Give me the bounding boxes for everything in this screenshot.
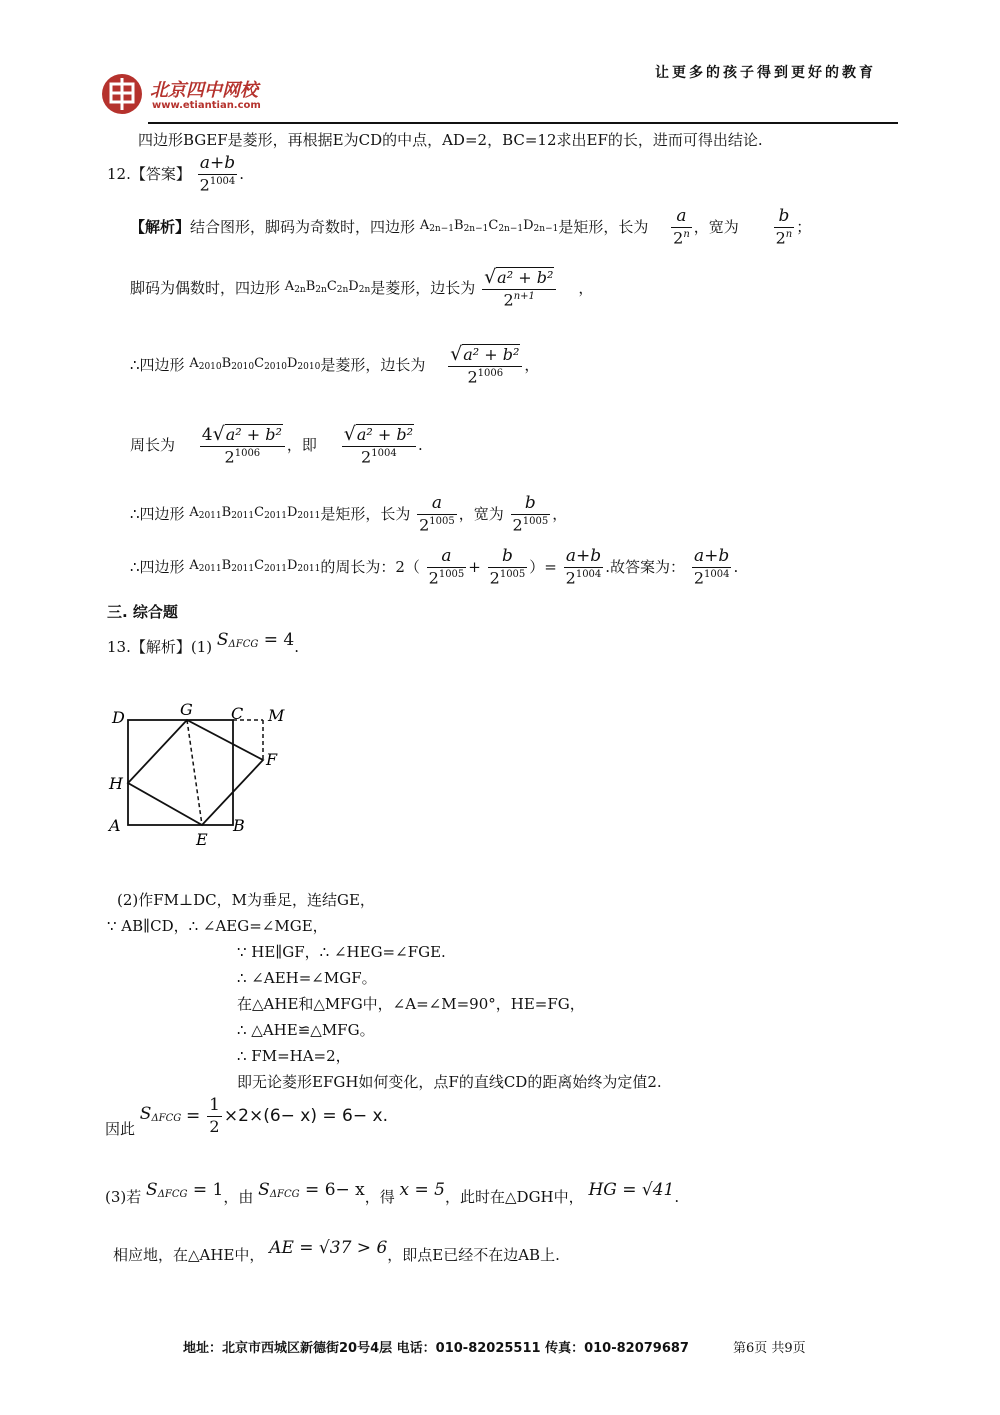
logo-url: www.etiantian.com (152, 100, 261, 111)
segment-ge (187, 720, 202, 825)
width-frac-2011: $\frac{b}{2^{1005}}$ (512, 493, 549, 535)
p2-line-5: 在△AHE和△MFG中，∠A=∠M=90°，HE=FG， (237, 995, 585, 1013)
logo-name: 北京四中网校 (150, 80, 258, 101)
side-frac-2010: $\frac{\text{√a² + b²}}{2^{1006}}$ (448, 345, 522, 385)
header-slogan: 让更多的孩子得到更好的教育 (655, 65, 876, 81)
p2-line-8: 即无论菱形EFGH如何变化，点F的直线CD的距离始终为定值2. (237, 1073, 662, 1091)
label-b: B (233, 816, 245, 835)
p2-line-7: ∴ FM=HA=2， (237, 1047, 351, 1065)
logo-seal-icon (100, 72, 144, 116)
footer-page: 第6页 共9页 (733, 1341, 806, 1356)
perim-frac-1: $\frac{\text{4√a² + b²}}{2^{1006}}$ (200, 425, 285, 465)
len-frac-odd: $\frac{a}{2^n}$ (673, 206, 690, 248)
text-line-1: 四边形BGEF是菱形，再根据E为CD的中点，AD=2，BC=12求出EF的长，进而可得出结论. (138, 131, 763, 149)
label-e: E (196, 830, 208, 849)
perimeter-line: 周长为 $\frac{\text{4√a² + b²}}{2^{1006}}$ ，即 $\frac{\text{√a² + b²}}{2^{1004}}$ . (130, 423, 423, 467)
footer-address: 地址：北京市西城区新德街20号4层 电话：010-82025511 传真：010-82079687 (183, 1341, 689, 1356)
r2011-line: ∴四边形 $A_{2011}B_{2011}C_{2011}D_{2011}$是矩形，长为 $\frac{a}{2^{1005}}$ ，宽为 $\frac{b}{2^{1005}}$ ， (130, 493, 568, 535)
label-g: G (180, 700, 193, 719)
perim-frac-2: $\frac{\text{√a² + b²}}{2^{1004}}$ (342, 425, 416, 465)
side-frac-even: $\frac{\text{√a² + b²}}{2^{n+1}}$ (482, 268, 556, 308)
p2-line-6: ∴ △AHE≌△MFG。 (237, 1021, 375, 1039)
school-logo (100, 72, 144, 120)
p2-line-9: 因此 $S_{\Delta FCG}$ = $\frac{1}{2}$ ×2×(6− x) = 6− x. (105, 1095, 388, 1138)
len-frac-2011: $\frac{a}{2^{1005}}$ (419, 493, 455, 535)
r2011-perimeter-line: ∴四边形 $A_{2011}B_{2011}C_{2011}D_{2011}$的周长为：2（ $\frac{a}{2^{1005}}$ + $\frac{b}{2^{1005}}$ ）= $\frac{a+b}{2^{1004}}$ .故答案为： $\frac{a+b}{2^{1004}}$ . (130, 546, 739, 588)
label-h: H (109, 774, 123, 793)
label-a: A (109, 816, 121, 835)
header-rule (148, 122, 898, 124)
header (0, 0, 1000, 125)
q12-answer: 12.【答案】 $\frac{a+b}{2^{1004}}$ . (107, 153, 245, 195)
width-frac-odd: $\frac{b}{2^n}$ (775, 206, 793, 248)
rhombus-square-diagram (100, 695, 300, 855)
q12-explain: 【解析】结合图形，脚码为奇数时，四边形 $A_{2n-1}B_{2n-1}C_{2n-1}D_{2n-1}$是矩形，长为 $\frac{a}{2^n}$ ，宽为 $\frac{b}{2^n}$ ； (130, 206, 812, 248)
section-heading: 三. 综合题 (107, 603, 178, 621)
explain-tag: 【解析】 (130, 218, 191, 237)
geometry-figure (100, 695, 300, 855)
quad-even: $A_{2n}B_{2n}C_{2n}D_{2n}$ (284, 278, 371, 295)
q13-line: 13.【解析】(1) $S_{\Delta FCG} = 4$. (107, 630, 300, 656)
rhombus-efgh (128, 720, 263, 825)
quad-odd: $A_{2n-1}B_{2n-1}C_{2n-1}D_{2n-1}$ (419, 217, 559, 234)
half-frac: $\frac{1}{2}$ (209, 1095, 220, 1136)
p2-line-3: ∵ HE∥GF，∴ ∠HEG=∠FGE. (237, 943, 446, 961)
q12-fraction: $\frac{a+b}{2^{1004}}$ (199, 153, 236, 195)
label-d: D (112, 708, 125, 727)
p2-line-2: ∵ AB∥CD，∴ ∠AEG=∠MGE， (107, 917, 328, 935)
p2-line-1: (2)作FM⊥DC，M为垂足，连结GE， (117, 891, 375, 909)
label-c: C (231, 704, 244, 723)
q12-label: 12.【答案】 (107, 165, 191, 184)
label-m: M (268, 706, 285, 725)
even-line: 脚码为偶数时，四边形 $A_{2n}B_{2n}C_{2n}D_{2n}$是菱形，边长为 $\frac{\text{√a² + b²}}{2^{n+1}}$ ， (130, 266, 594, 310)
label-f: F (266, 750, 278, 769)
p4-line: 相应地，在△AHE中， AE = √37 > 6，即点E已经不在边AB上. (113, 1238, 560, 1264)
p2-line-4: ∴ ∠AEH=∠MGF。 (237, 969, 377, 987)
p3-line: (3)若 $S_{\Delta FCG} = 1$，由 $S_{\Delta FCG} = 6- x$，得 x = 5，此时在△DGH中， HG = √41. (105, 1180, 680, 1206)
r2010-line: ∴四边形 $A_{2010}B_{2010}C_{2010}D_{2010}$是菱形，边长为 $\frac{\text{√a² + b²}}{2^{1006}}$ ， (130, 343, 540, 387)
